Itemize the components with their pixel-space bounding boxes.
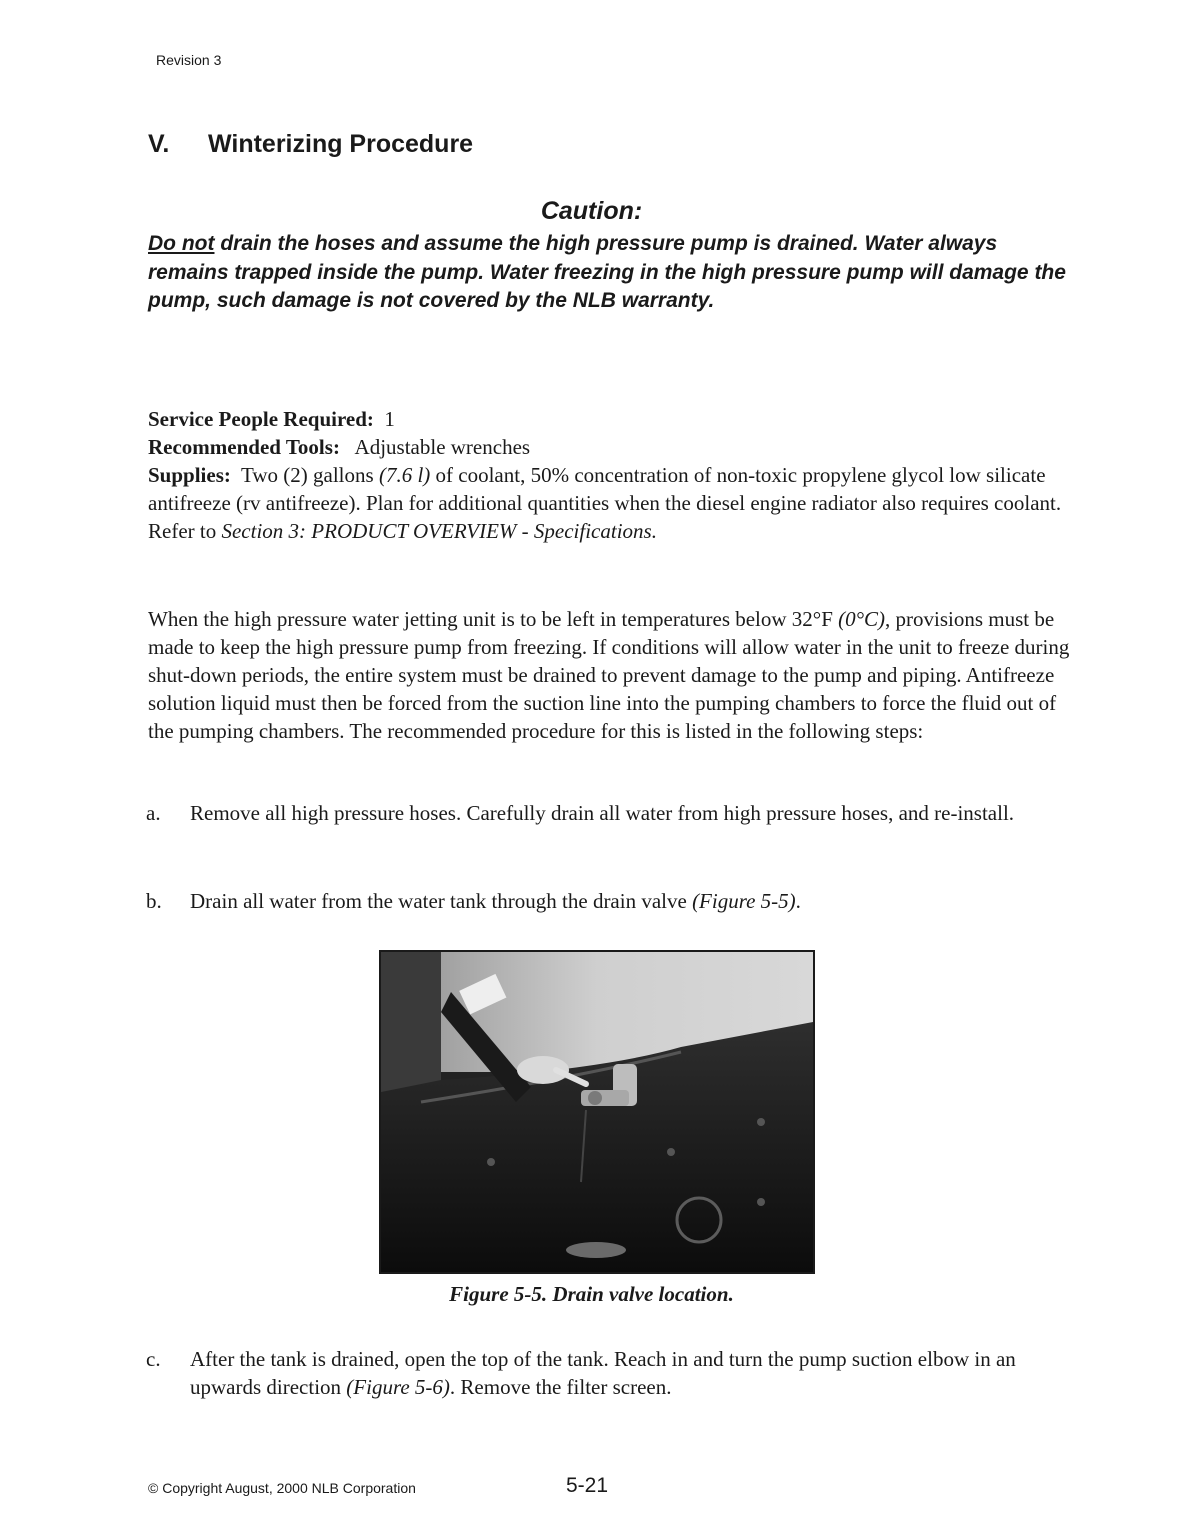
section-reference: Section 3: PRODUCT OVERVIEW - Specifications. — [221, 519, 657, 543]
supplies-label: Supplies — [148, 463, 224, 487]
revision-label: Revision 3 — [156, 52, 222, 68]
tools-line: Recommended Tools: Adjustable wrenches — [148, 435, 531, 459]
supplies-text-cont: of coolant, 50% concentration of non-toxic propylene glycol low silicate antifreeze (rv antifreeze). Plan for additional quantities when the diesel engine radiator also requires coolant. Refer to — [148, 463, 1062, 543]
tools-label: Recommended Tools — [148, 435, 333, 459]
step-text: Drain all water from the water tank through the drain valve (Figure 5-5). — [190, 889, 801, 913]
page-number: 5-21 — [566, 1474, 609, 1497]
section-number: V. — [148, 130, 170, 158]
drain-valve-photo — [381, 952, 813, 1272]
intro-temp-metric: (0°C) — [838, 607, 886, 631]
figure-reference: (Figure 5-6) — [346, 1375, 450, 1399]
people-label: Service People Required — [148, 407, 367, 431]
section-heading — [148, 130, 473, 159]
supplies-metric: (7.6 l) — [378, 463, 431, 487]
supplies-text: Two (2) gallons — [241, 463, 379, 487]
step-letter: a. — [146, 801, 161, 825]
figure-photo-drain-valve — [379, 950, 815, 1274]
step-letter: c. — [146, 1347, 161, 1371]
caution-title: Caution: — [540, 197, 643, 225]
tools-value: Adjustable wrenches — [354, 435, 531, 459]
intro-paragraph — [148, 605, 1083, 745]
caution-text: drain the hoses and assume the high pressure pump is drained. Water always remains trapped inside the pump. Water freezing in the high pressure pump will damage the pump, such damage is not covered by the NLB warranty. — [148, 232, 1066, 312]
people-required-line: Service People Required: 1 — [148, 407, 395, 431]
supplies-line: Supplies: Two (2) gallons (7.6 l) of coolant, 50% concentration of non-toxic propylene glycol low silicate antifreeze (rv antifreeze). Plan for additional quantities when the diesel engine radiator also requires coolant. Refer to Section 3: PRODUCT OVERVIEW - Specifications. — [148, 463, 1062, 543]
caution-emphasis: Do not — [148, 232, 215, 255]
step-text: Remove all high pressure hoses. Carefully drain all water from high pressure hoses, and re-install. — [190, 801, 1015, 825]
step-text: After the tank is drained, open the top of the tank. Reach in and turn the pump suction elbow in an upwards direction (Figure 5-6). Remove the filter screen. — [190, 1347, 1016, 1399]
copyright-notice: © Copyright August, 2000 NLB Corporation — [148, 1480, 416, 1496]
intro-text: When the high pressure water jetting unit is to be left in temperatures below 32°F — [148, 607, 839, 631]
section-title: Winterizing Procedure — [208, 130, 474, 158]
figure-reference: (Figure 5-5) — [692, 889, 796, 913]
figure-caption: Figure 5-5. Drain valve location. — [449, 1282, 734, 1306]
service-requirements — [148, 405, 1083, 545]
intro-text-cont: , provisions must be made to keep the high pressure pump from freezing. If conditions will allow water in the unit to freeze during shut-down periods, the entire system must be drained to prevent damage to the pump and piping. Antifreeze solution liquid must then be forced from the suction line into the pumping chambers to force the fluid out of the pumping chambers. The recommended procedure for this is listed in the following steps: — [148, 607, 1070, 743]
caution-body — [148, 230, 1078, 316]
people-value: 1 — [384, 407, 395, 431]
step-letter: b. — [146, 889, 162, 913]
